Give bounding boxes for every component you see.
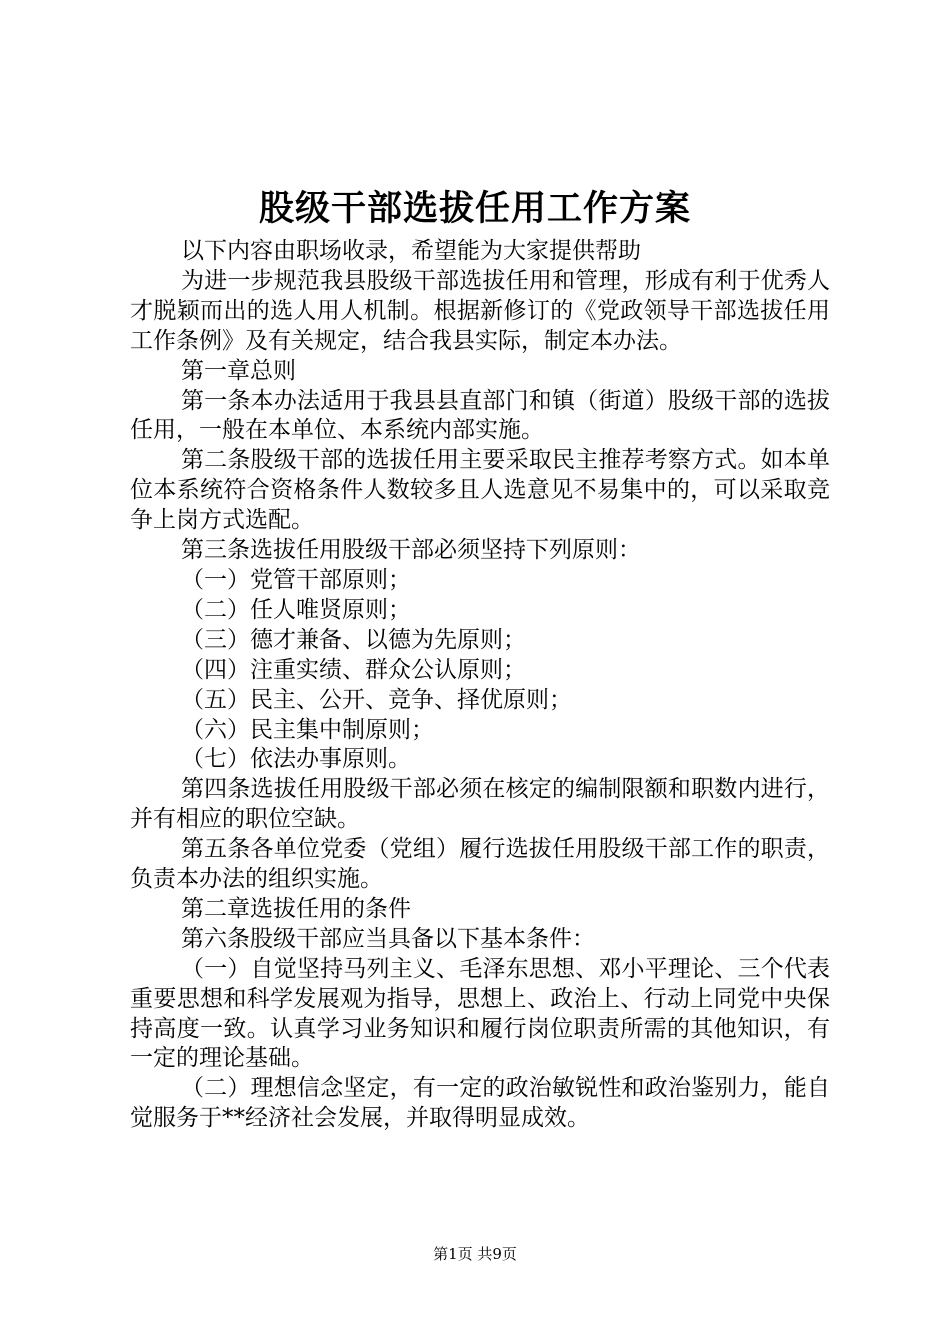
paragraph: 第四条选拔任用股级干部必须在核定的编制限额和职数内进行，并有相应的职位空缺。 — [130, 776, 830, 833]
paragraph: 第三条选拔任用股级干部必须坚持下列原则： — [181, 537, 641, 564]
intro-paragraph: 以下内容由职场收录，希望能为大家提供帮助 — [181, 238, 641, 264]
page-number: 第1页 共9页 — [433, 1245, 517, 1263]
paragraph: （一）自觉坚持马列主义、毛泽东思想、邓小平理论、三个代表重要思想和科学发展观为指导，思想上、政治上、行动上同党中央保持高度一致。认真学习业务知识和履行岗位职责所需的其他知识，有一定的理论基础。 — [130, 955, 830, 1072]
list-item: （七）依法办事原则。 — [181, 746, 411, 773]
paragraph: 第二条股级干部的选拔任用主要采取民主推荐考察方式。如本单位本系统符合资格条件人数较多且人选意见不易集中的，可以采取竞争上岗方式选配。 — [130, 447, 830, 534]
paragraph: 为进一步规范我县股级干部选拔任用和管理，形成有利于优秀人才脱颖而出的选人用人机制。根据新修订的《党政领导干部选拔任用工作条例》及有关规定，结合我县实际，制定本办法。 — [130, 267, 830, 354]
paragraph: （二）理想信念坚定，有一定的政治敏锐性和政治鉴别力，能自觉服务于**经济社会发展，并取得明显成效。 — [130, 1075, 830, 1132]
document-body — [130, 237, 830, 1134]
chapter-heading: 第一章总则 — [181, 357, 296, 384]
paragraph: 第五条各单位党委（党组）履行选拔任用股级干部工作的职责，负责本办法的组织实施。 — [130, 836, 830, 893]
list-item: （六）民主集中制原则； — [181, 716, 434, 743]
list-item: （一）党管干部原则； — [181, 566, 411, 593]
paragraph: 第六条股级干部应当具备以下基本条件： — [181, 925, 595, 952]
list-item: （五）民主、公开、竞争、择优原则； — [181, 686, 572, 713]
paragraph: 第一条本办法适用于我县县直部门和镇（街道）股级干部的选拔任用，一般在本单位、本系统内部实施。 — [130, 387, 830, 444]
list-item: （四）注重实绩、群众公认原则； — [181, 656, 526, 683]
list-item: （二）任人唯贤原则； — [181, 596, 411, 623]
list-item: （三）德才兼备、以德为先原则； — [181, 626, 526, 653]
chapter-heading: 第二章选拔任用的条件 — [181, 895, 411, 922]
document-title: 股级干部选拔任用工作方案 — [258, 188, 691, 229]
